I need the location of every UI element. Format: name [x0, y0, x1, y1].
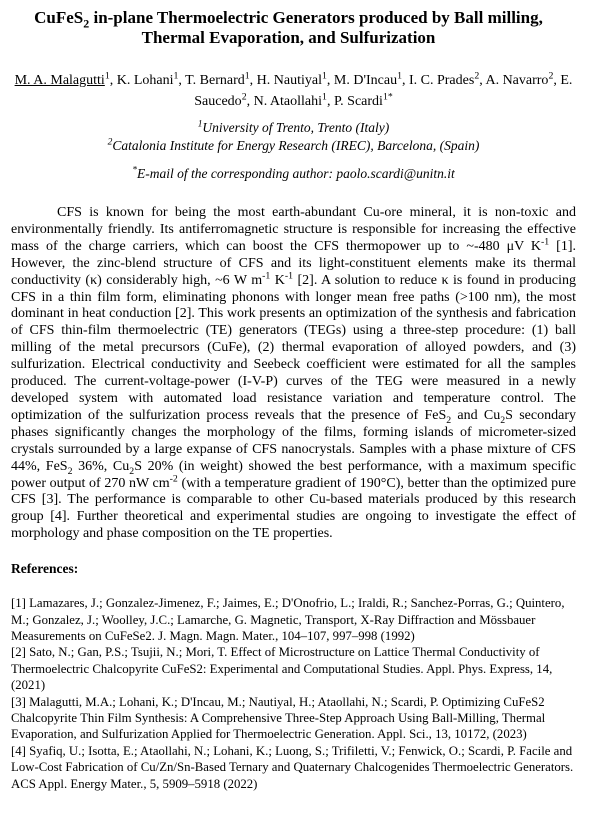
author-affiliation-mark: 1: [244, 70, 250, 82]
abstract-sup: -1: [262, 269, 271, 281]
author-separator: ,: [553, 73, 561, 88]
author-affiliation-mark: 1: [322, 70, 327, 82]
affiliation-number: 1: [197, 119, 203, 130]
author-name: I. C. Prades: [408, 73, 475, 88]
email-text: E-mail of the corresponding author: paolo.scardi@unitn.it: [136, 166, 455, 181]
abstract-sub: 2: [67, 465, 73, 477]
author-affiliation-mark: 1: [397, 70, 402, 82]
abstract: [11, 205, 576, 543]
reference-list: [11, 595, 576, 792]
author-name: M. A. Malagutti: [14, 73, 105, 88]
author-separator: ,: [401, 73, 409, 88]
abstract-text: and Cu: [451, 407, 501, 423]
author-separator: ,: [326, 73, 334, 88]
abstract-text: (with a temperature gradient of 190°C), better than the optimized pure CFS [3]. The performance is comparable to other Cu-based materials produced by this research group [4]. Further theoretical and experimental studies are ongoing to investigate the effect of morphology and phase composition on the TE properties.: [11, 475, 576, 542]
author-affiliation-mark: 1: [322, 91, 327, 103]
title-line1-rest: in-plane Thermoelectric Generators produced by Ball milling,: [89, 8, 543, 27]
affiliation-number: 2: [107, 137, 113, 148]
author-separator: ,: [479, 73, 486, 88]
abstract-sub: 2: [500, 414, 506, 426]
abstract-text: CFS is known for being the most earth-abundant Cu-ore mineral, it is non-toxic and environmentally friendly. Its antiferromagnetic structure is responsible for increasing the effective mass of the charge carriers, which can boost the CFS thermopower up to ~-480 μV K: [11, 205, 576, 254]
author-separator: ,: [109, 73, 117, 88]
affiliation-text: Catalonia Institute for Energy Research (IREC), Barcelona, (Spain): [112, 138, 480, 153]
author-name: H. Nautiyal: [256, 73, 322, 88]
references-heading: References:: [11, 561, 79, 577]
abstract-sup: -1: [541, 236, 550, 248]
corresponding-author-email: [11, 165, 576, 183]
abstract-sub: 2: [129, 465, 135, 477]
author-name: E. Saucedo: [194, 73, 573, 109]
title-lead: CuFeS: [34, 8, 84, 27]
reference-item: [2] Sato, N.; Gan, P.S.; Tsujii, N.; Mori, T. Effect of Microstructure on Lattice Thermal Conductivity of Thermoelectric Chalcopyrite CuFeS2: Experimental and Computational Studies. Appl. Phys. Express, 14, (2021): [11, 645, 553, 693]
author-separator: ,: [246, 94, 254, 109]
title-line2: Thermal Evaporation, and Sulfurization: [141, 28, 436, 47]
abstract-sub: 2: [446, 414, 452, 426]
author-name: T. Bernard: [185, 73, 245, 88]
abstract-text: S 20% (in weight) showed the best performance, with a maximum specific power output of 270 nW cm: [11, 458, 577, 491]
author-separator: ,: [249, 73, 257, 88]
reference-item: [1] Lamazares, J.; Gonzalez-Jimenez, F.; Jaimes, E.; D'Onofrio, L.; Iraldi, R.; Sanchez-Porras, G.; Quintero, M.; Gonzalez, J.; Woolley, J.C.; Lamarche, G. Magnetic, Transport, X-Ray Diffraction and Mössbauer Measurements on CuFeSe2. J. Magn. Magn. Mater., 104–107, 997–998 (1992): [11, 596, 565, 643]
author-affiliation-mark: 2: [241, 91, 247, 103]
reference-item: [4] Syafiq, U.; Isotta, E.; Ataollahi, N.; Lohani, K.; Luong, S.; Trifiletti, V.; Fenwick, O.; Scardi, P. Facile and Low-Cost Fabrication of Cu/Zn/Sn-Based Ternary and Quaternary Chalcogenides Thermoelectric Generators. ACS Appl. Energy Mater., 5, 5909–5918 (2022): [11, 743, 574, 791]
author-affiliation-mark: 2: [548, 70, 554, 82]
author-affiliation-mark: 2: [474, 70, 480, 82]
author-affiliation-mark: 1*: [382, 91, 393, 103]
author-name: N. Ataollahi: [253, 94, 323, 109]
affiliation-text: University of Trento, Trento (Italy): [202, 120, 390, 135]
abstract-text: [2]. A solution to reduce κ is found in producing CFS in a thin film form, eliminating phonons with longer mean free paths (>100 nm), the most dominant in heat conduction [2]. This work presents an optimization of the synthesis and fabrication of CFS thin-film thermoelectric (TE) generators (TEGs) using a three-step procedure: (1) ball milling of the metal precursors (CuFe), (2) thermal evaporation of alloyed powders, and (3) sulfurization. Electrical conductivity and Seebeck coefficient were estimated for all the samples produced. The current-voltage-power (I-V-P) curves of the TEG were measured in a newly developed system with automated load resistance variation and temperature control. The optimization of the sulfurization process reveals that the presence of FeS: [11, 272, 576, 423]
author-separator: ,: [326, 94, 334, 109]
abstract-sup: -2: [169, 472, 178, 484]
author-list: [11, 70, 576, 112]
abstract-text: [1]. However, the zinc-blend structure of CFS and its light-constituent elements make its thermal conductivity (κ) considerably high, ~6 W m: [11, 238, 576, 288]
author-name: A. Navarro: [485, 73, 549, 88]
paper-title: [21, 8, 556, 48]
title-subscript: 2: [83, 16, 90, 31]
author-affiliation-mark: 1: [104, 70, 110, 82]
author-name: P. Scardi: [333, 94, 383, 109]
affiliation-2: [11, 137, 576, 155]
author-separator: ,: [178, 73, 186, 88]
reference-item: [3] Malagutti, M.A.; Lohani, K.; D'Incau, M.; Nautiyal, H.; Ataollahi, N.; Scardi, P. Optimizing CuFeS2 Chalcopyrite Thin Film Synthesis: A Comprehensive Three-Step Approach Using Ball-Milling, Thermal Evaporation, and Sulfurization Applied for Thermoelectric Generation. Appl. Sci., 13, 10172, (2023): [11, 694, 546, 742]
affiliation-1: [11, 119, 576, 137]
author-affiliation-mark: 1: [173, 70, 179, 82]
abstract-text: 36%, Cu: [72, 458, 130, 474]
abstract-text: S secondary phases significantly changes the morphology of the films, forming islands of micrometer-sized crystals surrounded by a large expanse of CFS nanocrystals. Samples with a phase mixture of CFS 44%, FeS: [11, 407, 576, 474]
abstract-sup: -1: [284, 269, 294, 281]
abstract-text: K: [270, 272, 285, 288]
author-name: M. D'Incau: [333, 73, 398, 88]
email-mark: *: [132, 165, 137, 176]
author-name: K. Lohani: [116, 73, 174, 88]
